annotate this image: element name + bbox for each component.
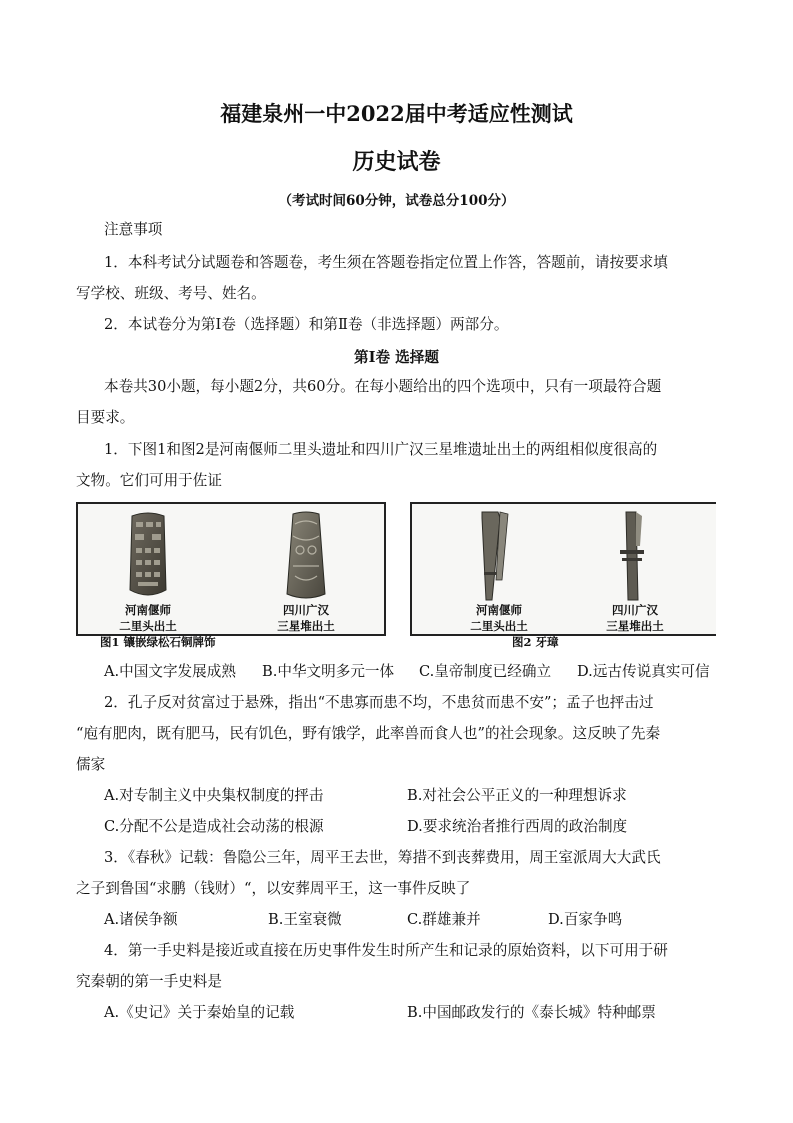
fig1-right-label: 四川广汉 三星堆出土: [277, 603, 335, 633]
q3-option-a[interactable]: A.诸侯争额: [104, 911, 178, 928]
bronze-plaque-erlitou-image: [126, 510, 170, 600]
q3-option-d[interactable]: D.百家争鸣: [548, 911, 623, 928]
note-line-3: 2．本试卷分为第Ⅰ卷（选择题）和第Ⅱ卷（非选择题）两部分。: [104, 316, 509, 333]
q1-option-c[interactable]: C.皇帝制度已经确立: [419, 663, 552, 680]
q2-option-d[interactable]: D.要求统治者推行西周的政治制度: [407, 818, 628, 835]
q1-option-a[interactable]: A.中国文字发展成熟: [104, 663, 236, 680]
exam-info: （考试时间60分钟，试卷总分100分）: [278, 193, 515, 209]
exam-title: 福建泉州一中2022届中考适应性测试: [220, 101, 573, 126]
figure-2-caption: 图2 牙璋: [512, 635, 559, 649]
section-title: 第Ⅰ卷 选择题: [354, 349, 439, 366]
q3-stem-2: 之子到鲁国“求鹏（钱财）“，以安葬周平王，这一事件反映了: [76, 880, 471, 897]
q2-stem-2: “庖有肥肉，既有肥马，民有饥色，野有饿学，此率兽而食人也”的社会现象。这反映了先秦: [76, 725, 661, 742]
q1-stem-2: 文物。它们可用于佐证: [76, 472, 222, 489]
q3-option-c[interactable]: C.群雄兼并: [407, 911, 481, 928]
q2-stem-3: 儒家: [76, 756, 106, 773]
q1-option-d[interactable]: D.远古传说真实可信: [577, 663, 710, 680]
fig2-right-label: 四川广汉 三星堆出土: [606, 603, 664, 633]
q3-stem-1: 3．《春秋》记载：鲁隐公三年，周平王去世，筹措不到丧葬费用，周王室派周大大武氏: [104, 849, 661, 866]
note-line-2: 写学校、班级、考号、姓名。: [76, 285, 266, 302]
q3-option-b[interactable]: B.王室衰微: [268, 911, 342, 928]
note-line-1: 1．本科考试分试题卷和答题卷，考生须在答题卷指定位置上作答，答题前，请按要求填: [104, 254, 668, 271]
subject-title: 历史试卷: [352, 149, 441, 175]
q2-option-c[interactable]: C.分配不公是造成社会动荡的根源: [104, 818, 324, 835]
section-intro-1: 本卷共30小题，每小题2分，共60分。在每小题给出的四个选项中，只有一项最符合题: [104, 378, 662, 395]
q1-stem-1: 1．下图1和图2是河南偃师二里头遗址和四川广汉三星堆遗址出土的两组相似度很高的: [104, 441, 658, 458]
notes-heading: 注意事项: [104, 221, 163, 238]
q4-stem-1: 4．第一手史料是接近或直接在历史事件发生时所产生和记录的原始资料，以下可用于研: [104, 942, 668, 959]
q2-stem-1: 2．孔子反对贫富过于悬殊，指出“不患寡而患不均，不患贫而患不安”；孟子也抨击过: [104, 694, 654, 711]
q2-option-a[interactable]: A.对专制主义中央集权制度的抨击: [104, 787, 324, 804]
yazhang-blade-erlitou-image: [476, 510, 512, 602]
fig2-left-label: 河南偃师 二里头出土: [470, 603, 528, 633]
figure-1-caption: 图1 镶嵌绿松石铜牌饰: [100, 635, 216, 649]
yazhang-blade-sanxingdui-image: [614, 510, 650, 602]
bronze-plaque-sanxingdui-image: [283, 510, 329, 602]
q2-option-b[interactable]: B.对社会公平正义的一种理想诉求: [407, 787, 627, 804]
q4-stem-2: 究秦朝的第一手史料是: [76, 973, 222, 990]
q4-option-b[interactable]: B.中国邮政发行的《泰长城》特种邮票: [407, 1004, 656, 1021]
section-intro-2: 目要求。: [76, 409, 135, 426]
figure-1-frame: [76, 502, 386, 636]
fig1-left-label: 河南偃师 二里头出土: [119, 603, 177, 633]
q1-option-b[interactable]: B.中华文明多元一体: [262, 663, 395, 680]
q4-option-a[interactable]: A.《史记》关于秦始皇的记载: [104, 1004, 295, 1021]
figure-2-frame: [410, 502, 716, 636]
